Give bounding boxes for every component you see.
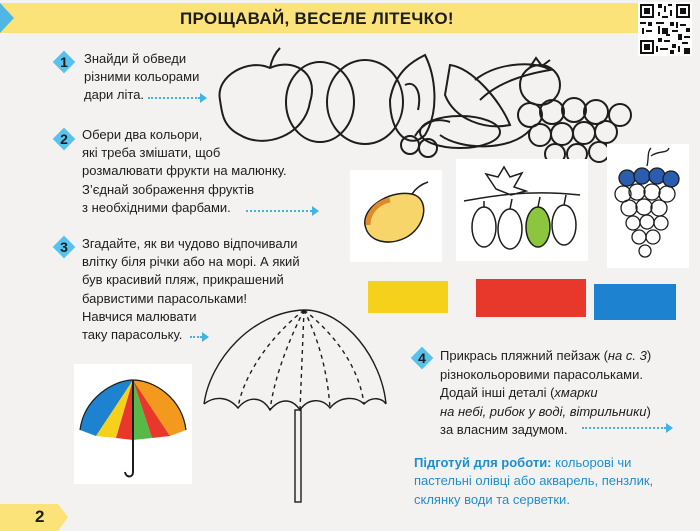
title-arrow-icon [0,3,14,33]
page-title: ПРОЩАВАЙ, ВЕСЕЛЕ ЛІТЕЧКО! [180,9,454,28]
arrow-right-icon [666,423,673,433]
task-3-number: 3 [54,237,74,257]
page-number-band [0,504,58,531]
grapes-icon [607,144,689,268]
colored-umbrella-card[interactable] [74,364,192,484]
task-2-dotted-arrow [246,210,312,212]
arrow-right-icon [200,93,207,103]
task-4-number: 4 [412,348,432,368]
page-number: 2 [35,507,45,526]
task-2-number: 2 [54,129,74,149]
task-1-dotted-arrow [148,97,200,99]
grapes-card[interactable] [607,144,689,268]
blue-paint-swatch[interactable] [590,278,680,326]
page-number-arrow-icon [58,504,68,531]
task-3-text: Згадайте, як ви чудово відпочивали влітку біля річки або на морі. А який був красивий пляж, прикрашений барвистими парасольками! Навчися малювати таку парасольку. [82,236,300,343]
task-4-text: Прикрась пляжний пейзаж (на с. 3) різнокольоровими парасольками. Додай інші деталі (хмарки на небі, рибок у воді, вітрильники) за власним задумом. [440,348,652,438]
plum-card[interactable] [350,170,442,262]
gooseberry-icon [456,159,588,261]
umbrella-drawing[interactable] [196,300,396,508]
gooseberry-card[interactable] [456,159,588,261]
task-1-text: Знайди й обведи різними кольорами дари літа. [84,51,200,103]
task-1-number: 1 [54,52,74,72]
plum-icon [350,170,442,262]
arrow-right-icon [312,206,319,216]
task-2-text: Обери два кольори, які треба змішати, щоб розмалювати фрукти на малюнку. З’єднай зображення фруктів з необхідними фарбами. [82,127,287,215]
colored-umbrella-icon [74,364,192,484]
task-4-dotted-arrow [582,427,666,429]
preparation-note: Підготуй для роботи: кольорові чи пастельні олівці або акварель, пензлик, склянку води та серветки. [414,455,654,507]
red-paint-swatch[interactable] [470,273,590,323]
